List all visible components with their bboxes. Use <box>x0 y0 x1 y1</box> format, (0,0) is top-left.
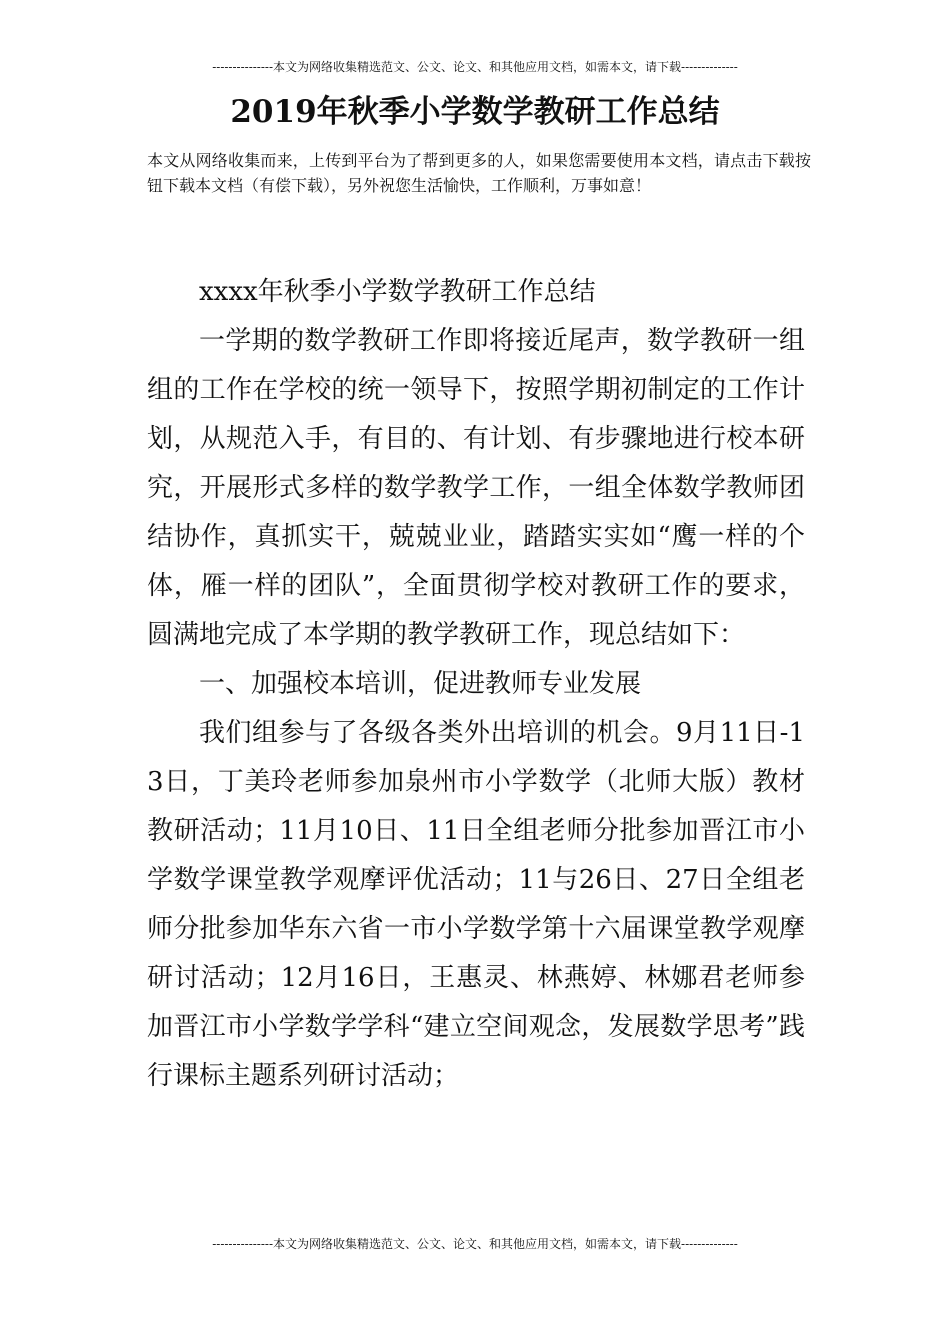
document-body <box>147 268 805 1101</box>
intro-notice: 本文从网络收集而来，上传到平台为了帮到更多的人，如果您需要使用本文档，请点击下载按钮下载本文档（有偿下载），另外祝您生活愉快，工作顺利，万事如意！ <box>147 151 811 195</box>
section-heading: 一、加强校本培训，促进教师专业发展 <box>199 669 642 699</box>
body-paragraph: xxxx年秋季小学数学教研工作总结 <box>199 277 596 307</box>
document-title: 2019年秋季小学数学教研工作总结 <box>230 94 720 130</box>
body-paragraph: 我们组参与了各级各类外出培训的机会。9月11日-13日，丁美玲老师参加泉州市小学数学（北师大版）教材教研活动；11月10日、11日全组老师分批参加晋江市小学数学课堂教学观摩评优活动；11与26日、27日全组老师分批参加华东六省一市小学数学第十六届课堂教学观摩研讨活动；12月16日，王惠灵、林燕婷、林娜君老师参加晋江市小学数学学科“建立空间观念，发展数学思考”践行课标主题系列研讨活动； <box>147 718 805 1091</box>
body-paragraph: 一学期的数学教研工作即将接近尾声，数学教研一组组的工作在学校的统一领导下，按照学期初制定的工作计划，从规范入手，有目的、有计划、有步骤地进行校本研究，开展形式多样的数学教学工作，一组全体数学教师团结协作，真抓实干，兢兢业业，踏踏实实如“鹰一样的个体，雁一样的团队”，全面贯彻学校对教研工作的要求，圆满地完成了本学期的教学教研工作，现总结如下： <box>147 326 805 650</box>
footer-banner: ---------------本文为网络收集精选范文、公文、论文、和其他应用文档，如需本文，请下载-------------- <box>212 1237 738 1251</box>
header-banner: ---------------本文为网络收集精选范文、公文、论文、和其他应用文档，如需本文，请下载-------------- <box>212 60 738 74</box>
